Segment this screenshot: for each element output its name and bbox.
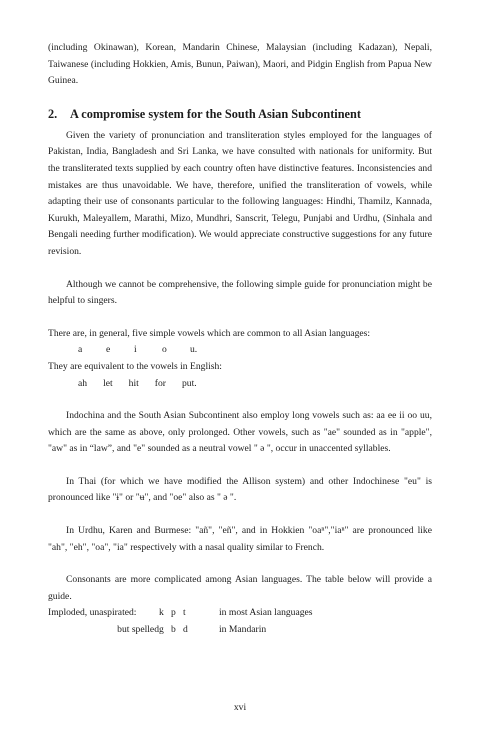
section-number: 2. (48, 106, 58, 121)
vowel-item: a (78, 344, 83, 356)
vowels-intro: There are, in general, five simple vowels which are common to all Asian languages: (48, 327, 371, 339)
vowel-list (48, 342, 432, 359)
english-word: for (154, 377, 166, 389)
english-word-list (48, 376, 432, 393)
page-number: xvi (233, 702, 247, 713)
section-heading (48, 106, 432, 122)
consonant-note: in Mandarin (219, 624, 267, 636)
paragraph-consonants: Consonants are more complicated among Asian languages. The table below will provide a guide. (48, 574, 432, 602)
consonant-label: but spelled (117, 624, 159, 636)
paragraph-guide: Although we cannot be comprehensive, the following simple guide for pronunciation might be helpful to singers. (48, 278, 432, 307)
equivalent-intro: They are equivalent to the vowels in English: (48, 360, 222, 372)
english-word: put. (181, 377, 197, 389)
consonant-row (48, 605, 432, 622)
vowel-item: u. (190, 344, 198, 356)
vowel-item: e (106, 344, 111, 356)
vowel-item: i (134, 344, 137, 356)
english-word: let (103, 377, 113, 389)
paragraph-nasal: In Urdhu, Karen and Burmese: "añ", "eñ", and in Hokkien "oaⁿ","iaⁿ" are pronounced like "ah", "eh", "oa", "ia" respectively with a nasal quality similar to French. (48, 525, 432, 553)
section-title: A compromise system for the South Asian Subcontinent (70, 106, 361, 121)
paragraph-consultation: Given the variety of pronunciation and transliteration styles employed for the languages of Pakistan, India, Bangladesh and Sri Lanka, we have consulted with nationals for uniformity. But the transliterated texts supplied by each country often have distinctive features. Inconsistencies and mistakes are thus unavoidable. We have, therefore, unified the transliteration of vowels, while adapting their use of consonants particular to the following languages: Hindhi, Thamilz, Kannada, Kurukh, Maleyallem, Marathi, Mizo, Mundhri, Sanscrit, Telegu, Punjabi and Urdhu, (Sinhala and Bengali needing further modification). We would appreciate constructive suggestions for any future revision. (48, 129, 432, 257)
consonant-label: Imploded, unaspirated: (48, 607, 137, 619)
english-word: ah (78, 377, 88, 389)
paragraph-long-vowels: Indochina and the South Asian Subcontinent also employ long vowels such as: aa ee ii oo uu, which are the same as above, only prolonged. Other vowels, such as "ae" sounded as in "apple", "aw" as in “law”, and "e" sounded as a neutral vowel " ə ", occur in unaccented syllables. (48, 410, 432, 455)
vowel-item: o (162, 344, 167, 356)
english-word: hit (128, 377, 139, 389)
consonant-row (48, 622, 432, 639)
paragraph-thai: In Thai (for which we have modified the Allison system) and other Indochinese "eu" is pronounced like "ɨ" or "ʉ", and "oe" also as " ə ". (48, 475, 432, 504)
consonant-letters: k p t (159, 607, 186, 619)
consonant-note: in most Asian languages (219, 607, 313, 619)
intro-paragraph: (including Okinawan), Korean, Mandarin Chinese, Malaysian (including Kadazan), Nepali, Taiwanese (including Hokkien, Amis, Bunun, Paiwan), Maori, and Pidgin English from Papua New Guinea. (48, 42, 432, 87)
consonant-letters: g b d (159, 624, 188, 636)
